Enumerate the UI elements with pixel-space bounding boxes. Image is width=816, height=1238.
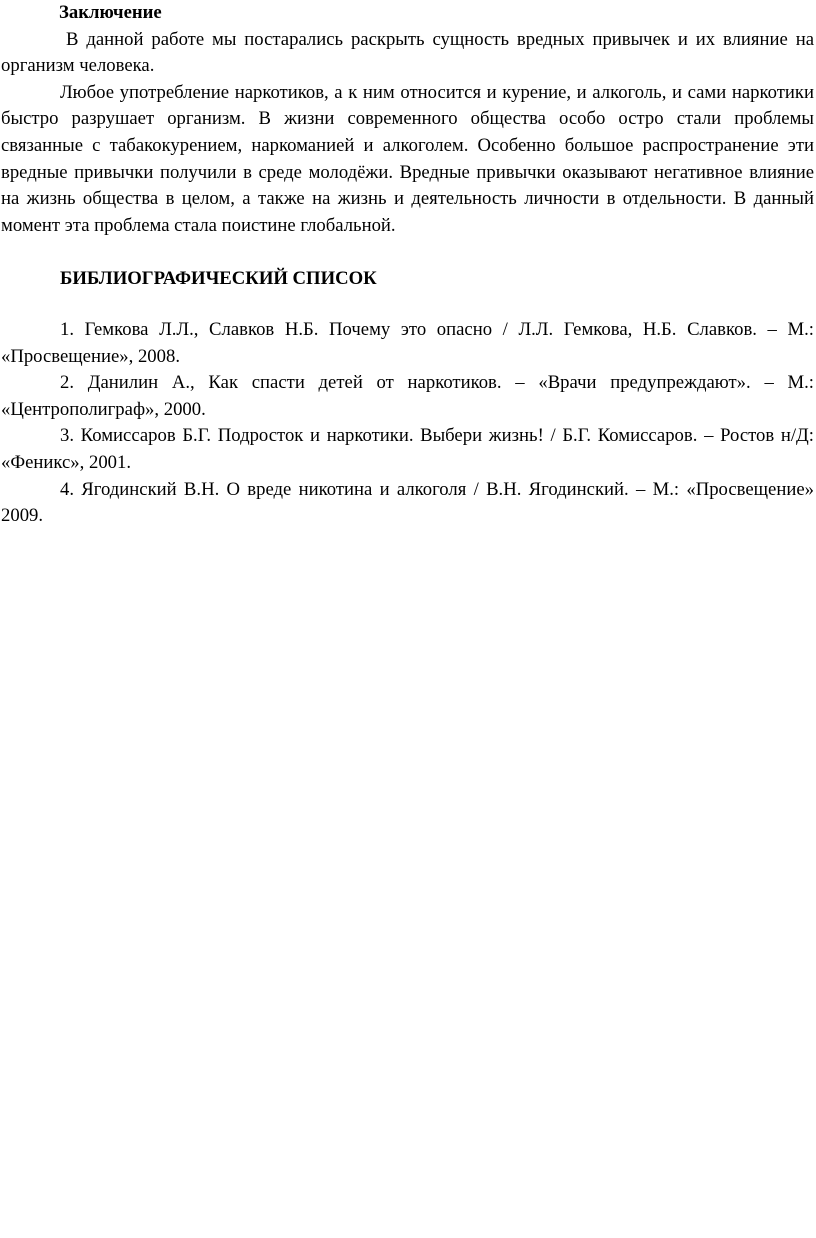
bibliography-item: 3. Комиссаров Б.Г. Подросток и наркотики. Выбери жизнь! / Б.Г. Комиссаров. – Ростов н/Д: «Феникс», 2001. (1, 425, 814, 473)
bibliography-list (1, 317, 814, 530)
conclusion-paragraph-1: В данной работе мы постарались раскрыть сущность вредных привычек и их влияние на организм человека. (1, 28, 814, 77)
bibliography-item: 4. Ягодинский В.Н. О вреде никотина и алкоголя / В.Н. Ягодинский. – М.: «Просвещение» 2009. (1, 478, 814, 527)
conclusion-paragraph-2: Любое употребление наркотиков, а к ним относится и курение, и алкоголь, и сами наркотики быстро разрушает организм. В жизни современного общества особо остро стали проблемы связанные с табакокурением, наркоманией и алкоголем. Особенно большое распространение эти вредные привычки получили в среде молодёжи. Вредные привычки оказывают негативное влияние на жизнь общества в целом, а также на жизнь и деятельность личности в отдельности. В данный момент эта проблема стала поистине глобальной. (1, 81, 814, 236)
document-content (1, 0, 814, 530)
section-spacer (1, 239, 814, 266)
bibliography-item: 2. Данилин А., Как спасти детей от наркотиков. – «Врачи предупреждают». – М.: «Центрополиграф», 2000. (1, 372, 814, 420)
conclusion-heading: Заключение (59, 2, 162, 23)
bibliography-item: 1. Гемкова Л.Л., Славков Н.Б. Почему это опасно / Л.Л. Гемкова, Н.Б. Славков. – М.: «Просвещение», 2008. (1, 318, 814, 367)
section-spacer (1, 293, 814, 317)
bibliography-heading: БИБЛИОГРАФИЧЕСКИЙ СПИСОК (60, 268, 377, 290)
